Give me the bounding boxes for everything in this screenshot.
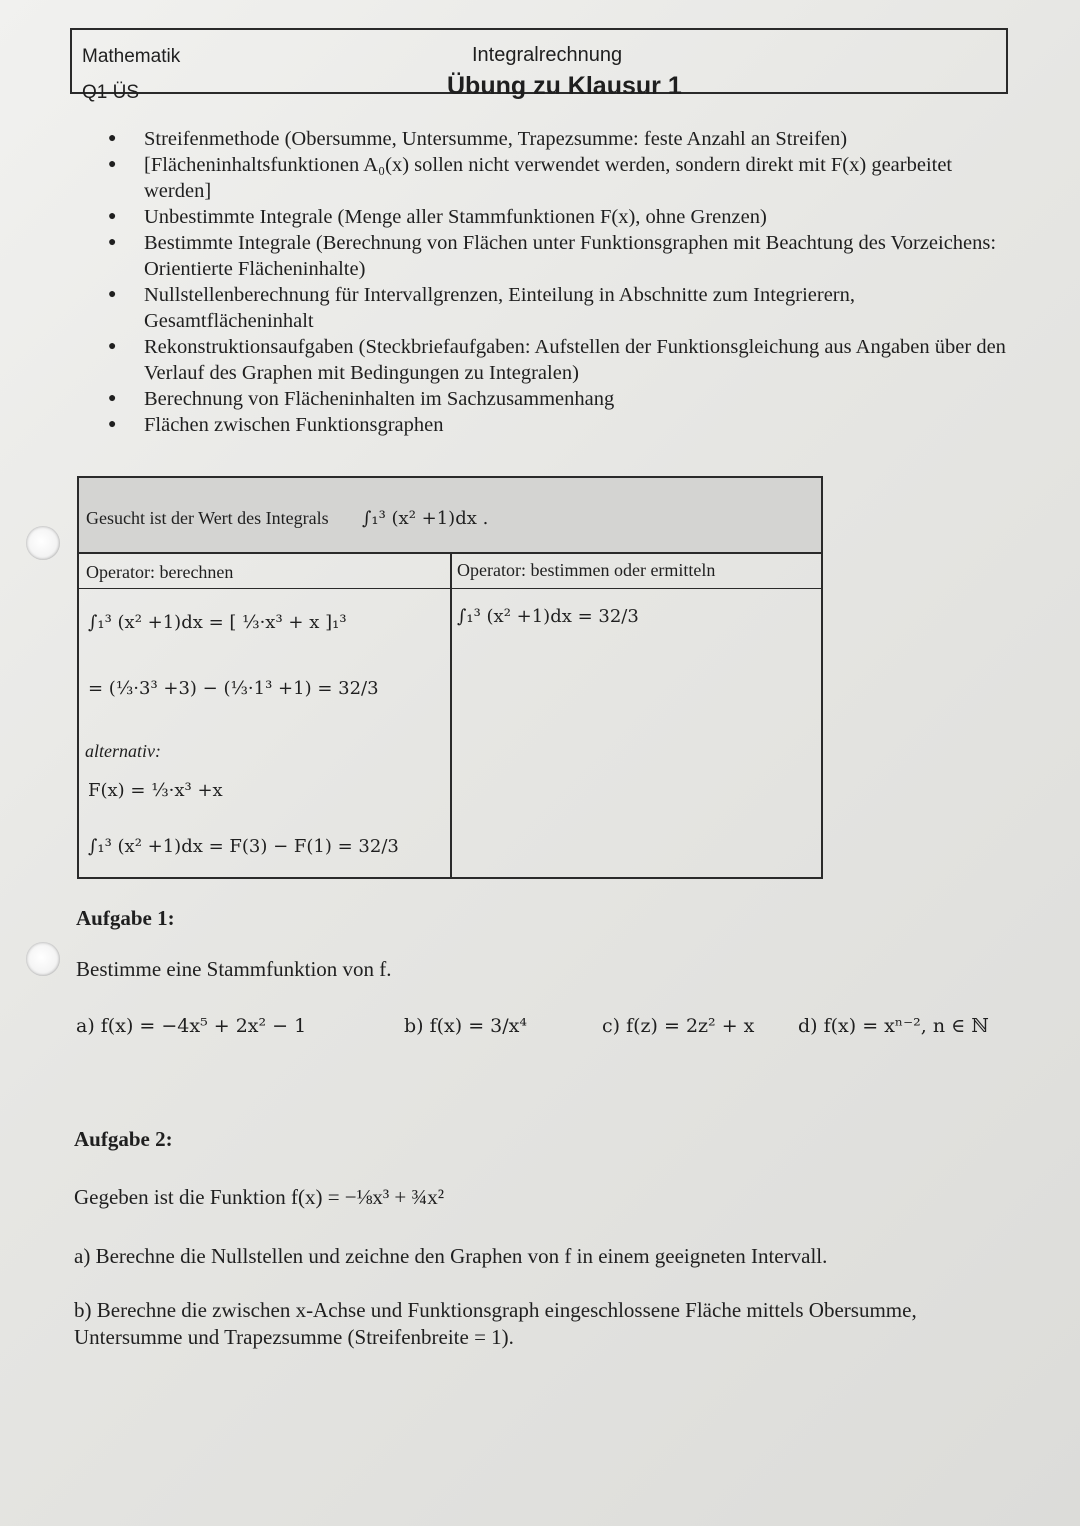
alternative-line-1: F(x) = ⅓·x³ +x bbox=[88, 780, 223, 801]
binder-hole bbox=[26, 526, 60, 560]
example-table bbox=[77, 476, 823, 879]
subject-label: Mathematik bbox=[82, 46, 181, 67]
left-operator: Operator: berechnen bbox=[86, 562, 234, 582]
task-1d: d) f(x) = xⁿ⁻², n ∈ ℕ bbox=[798, 1015, 989, 1037]
direct-result: ∫₁³ (x² +1)dx = 32/3 bbox=[457, 606, 639, 627]
right-operator: Operator: bestimmen oder ermitteln bbox=[457, 560, 716, 580]
list-item: ● Nullstellenberechnung für Intervallgrenzen, Einteilung in Abschnitte zum Integrierern, Gesamtflächeninhalt bbox=[108, 282, 1013, 334]
solution-line-1: ∫₁³ (x² +1)dx = [ ⅓·x³ + x ]₁³ bbox=[88, 612, 347, 633]
right-operator-cell bbox=[451, 552, 821, 589]
task-1-instruction: Bestimme eine Stammfunktion von f. bbox=[76, 957, 392, 981]
worksheet-title: Übung zu Klausur 1 bbox=[447, 72, 682, 100]
task-2b: b) Berechne die zwischen x-Achse und Funktionsgraph eingeschlossene Fläche mittels Obersumme, Untersumme und Trapezsumme (Streifenbreite = 1). bbox=[74, 1298, 917, 1349]
task-2a: a) Berechne die Nullstellen und zeichne den Graphen von f in einem geeigneten Intervall. bbox=[74, 1244, 828, 1268]
topic-list bbox=[108, 126, 1013, 438]
list-item: ● Unbestimmte Integrale (Menge aller Stammfunktionen F(x), ohne Grenzen) bbox=[108, 204, 1013, 230]
list-item: ● [Flächeninhaltsfunktionen A₀(x) sollen nicht verwendet werden, sondern direkt mit F(x) gearbeitet werden] bbox=[108, 152, 1013, 204]
task-2-given: Gegeben ist die Funktion f(x) = −⅛x³ + ¾x² bbox=[74, 1185, 445, 1209]
topic-label: Integralrechnung bbox=[472, 44, 623, 66]
task-1a: a) f(x) = −4x⁵ + 2x² − 1 bbox=[76, 1015, 307, 1037]
list-item: ● Flächen zwischen Funktionsgraphen bbox=[108, 412, 1013, 438]
example-prompt: Gesucht ist der Wert des Integrals bbox=[86, 508, 329, 528]
worksheet-header bbox=[70, 28, 1008, 103]
course-label: Q1 ÜS bbox=[82, 82, 140, 103]
task-1c: c) f(z) = 2z² + x bbox=[602, 1015, 755, 1037]
list-item: ● Rekonstruktionsaufgaben (Steckbriefaufgaben: Aufstellen der Funktionsgleichung aus Angaben über den Verlauf des Graphen mit Bedingungen zu Integralen) bbox=[108, 334, 1013, 386]
task-1b: b) f(x) = 3/x⁴ bbox=[404, 1015, 528, 1037]
list-item: ● Berechnung von Flächeninhalten im Sachzusammenhang bbox=[108, 386, 1013, 412]
list-item: ● Bestimmte Integrale (Berechnung von Flächen unter Funktionsgraphen mit Beachtung des Vorzeichens: Orientierte Flächeninhalte) bbox=[108, 230, 1013, 282]
example-header-row bbox=[79, 478, 821, 554]
example-integral: ∫₁³ (x² +1)dx . bbox=[362, 508, 489, 529]
binder-hole bbox=[26, 942, 60, 976]
column-divider bbox=[450, 552, 452, 879]
list-item: ● Streifenmethode (Obersumme, Untersumme, Trapezsumme: feste Anzahl an Streifen) bbox=[108, 126, 1013, 152]
left-operator-cell bbox=[79, 552, 451, 589]
task-2-title: Aufgabe 2: bbox=[74, 1127, 173, 1151]
alternativ-label: alternativ: bbox=[85, 741, 161, 761]
solution-line-2: = (⅓·3³ +3) − (⅓·1³ +1) = 32/3 bbox=[88, 678, 379, 699]
task-1-title: Aufgabe 1: bbox=[76, 906, 175, 930]
alternative-line-2: ∫₁³ (x² +1)dx = F(3) − F(1) = 32/3 bbox=[88, 836, 399, 857]
